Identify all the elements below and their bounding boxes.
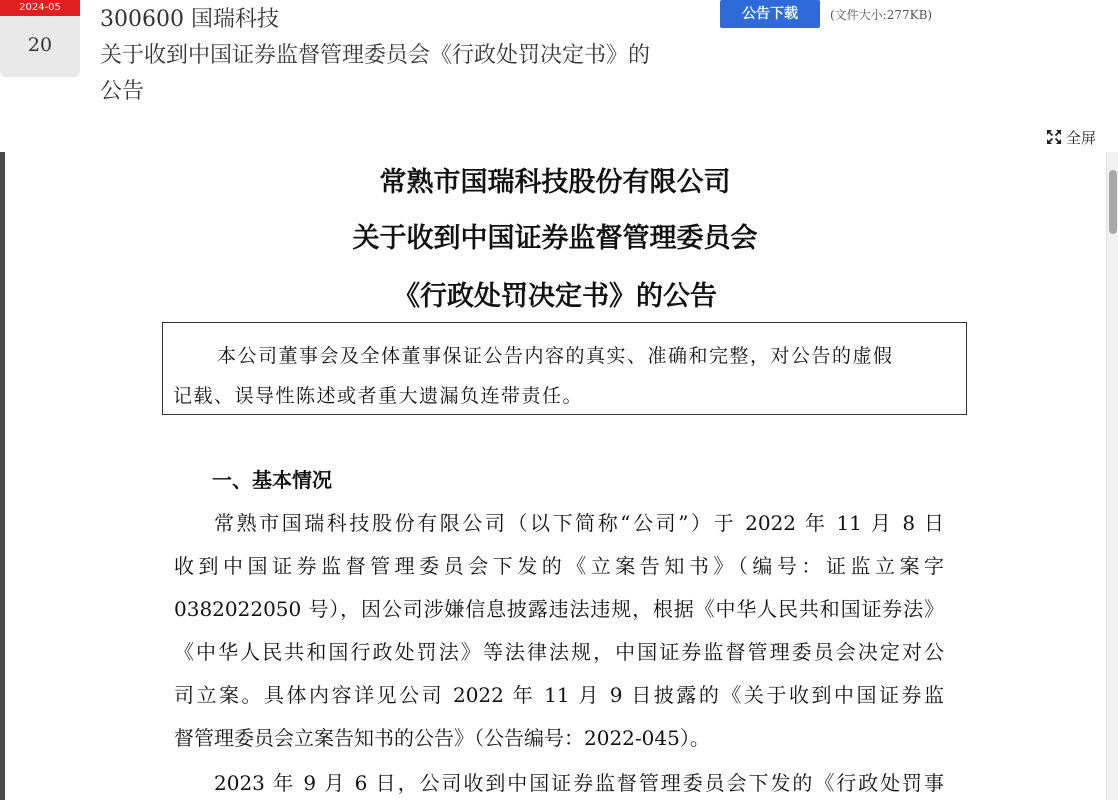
fullscreen-label: 全屏 [1066, 128, 1097, 147]
stock-code-name: 300600 国瑞科技 [100, 7, 279, 32]
doc-title-heading-1: 关于收到中国证券监督管理委员会 [352, 223, 758, 254]
para-1-line-2: 收到中国证券监督管理委员会下发的《立案告知书》（编号：证监立案字 [174, 554, 944, 578]
scrollbar-thumb[interactable] [1109, 170, 1117, 234]
para-2-line-1: 2023 年 9 月 6 日，公司收到中国证券监督管理委员会下发的《行政处罚事 [214, 771, 944, 795]
title-line-1: 关于收到中国证券监督管理委员会《行政处罚决定书》的 [100, 43, 651, 68]
paragraph-1 [174, 502, 944, 760]
disclaimer-line-2: 记载、误导性陈述或者重大遗漏负连带责任。 [173, 385, 584, 407]
section-basic-info-title: 一、基本情况 [212, 468, 332, 492]
doc-title-heading-2: 《行政处罚决定书》的公告 [393, 281, 717, 312]
title-line-2: 公告 [100, 79, 145, 104]
para-1-line-3: 0382022050 号），因公司涉嫌信息披露违法违规，根据《中华人民共和国证券法》 [174, 597, 944, 621]
para-1-line-4: 《中华人民共和国行政处罚法》等法律法规，中国证券监督管理委员会决定对公 [174, 640, 944, 664]
file-size-label: (文件大小:277KB) [830, 8, 933, 22]
date-day: 20 [27, 34, 53, 56]
expand-icon [1046, 129, 1062, 145]
disclaimer-box [162, 322, 967, 415]
disclaimer-line-1: 本公司董事会及全体董事保证公告内容的真实、准确和完整，对公告的虚假 [217, 345, 894, 367]
vertical-scrollbar[interactable] [1106, 152, 1118, 800]
para-1-line-6: 督管理委员会立案告知书的公告》（公告编号：2022-045）。 [174, 726, 710, 750]
document-viewer[interactable] [0, 152, 1118, 800]
fullscreen-button[interactable] [1046, 127, 1096, 147]
date-year-month: 2024-05 [0, 0, 80, 16]
paragraph-2 [174, 762, 944, 800]
doc-company-heading: 常熟市国瑞科技股份有限公司 [379, 167, 731, 198]
para-1-line-1: 常熟市国瑞科技股份有限公司（以下简称“公司”）于 2022 年 11 月 8 日 [214, 511, 944, 535]
date-badge [0, 0, 80, 77]
para-1-line-5: 司立案。具体内容详见公司 2022 年 11 月 9 日披露的《关于收到中国证券监 [174, 683, 944, 707]
download-button[interactable]: 公告下载 [720, 0, 820, 28]
announcement-title [100, 2, 710, 110]
